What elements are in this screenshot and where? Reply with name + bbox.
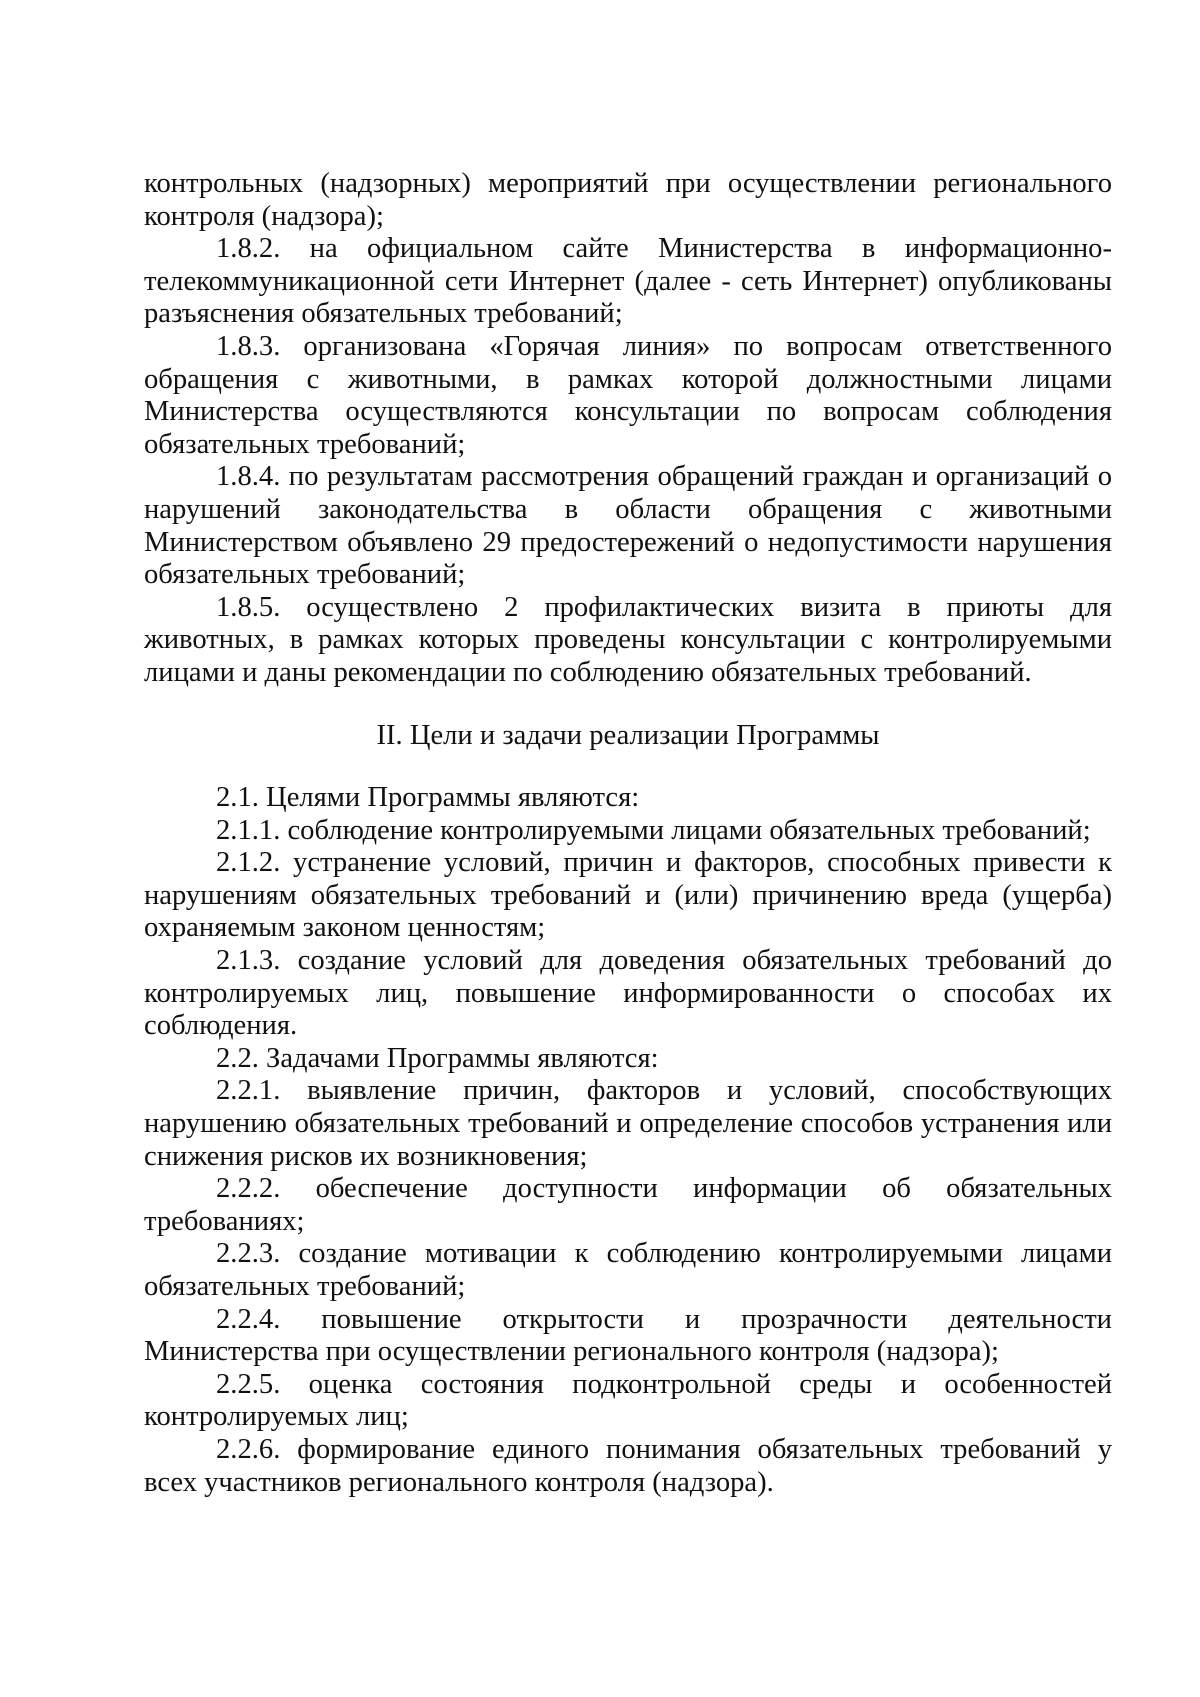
paragraph-2-2-4: 2.2.4. повышение открытости и прозрачности деятельности Министерства при осуществлении регионального контроля (надзора); (144, 1303, 1112, 1368)
paragraph-continuation: контрольных (надзорных) мероприятий при осуществлении регионального контроля (надзора); (144, 168, 1112, 232)
paragraph-2-1-1: 2.1.1. соблюдение контролируемыми лицами обязательных требований; (216, 814, 1091, 846)
paragraph-2-2-2: 2.2.2. обеспечение доступности информации об обязательных требованиях; (144, 1173, 1112, 1237)
paragraph-2-1-3: 2.1.3. создание условий для доведения обязательных требований до контролируемых лиц, повышение информированности о способах их соблюдения. (144, 945, 1112, 1042)
paragraph-2-2-5: 2.2.5. оценка состояния подконтрольной среды и особенностей контролируемых лиц; (144, 1368, 1112, 1433)
paragraph-2-1-2: 2.1.2. устранение условий, причин и факторов, способных привести к нарушениям обязательных требований и (или) причинению вреда (ущерба) охраняемым законом ценностям; (144, 847, 1112, 944)
paragraph-2-1: 2.1. Целями Программы являются: (216, 782, 640, 814)
paragraph-1-8-4: 1.8.4. по результатам рассмотрения обращений граждан и организаций о нарушений законодательства в области обращения с животными Министерством объявлено 29 предостережений о недопустимости нарушения обязательных требований; (144, 461, 1112, 591)
paragraph-1-8-5: 1.8.5. осуществлено 2 профилактических визита в приюты для животных, в рамках которых проведены консультации с контролируемыми лицами и даны рекомендации по соблюдению обязательных требований. (144, 591, 1112, 688)
section-heading: II. Цели и задачи реализации Программы (376, 719, 880, 751)
paragraph-2-2-1: 2.2.1. выявление причин, факторов и условий, способствующих нарушению обязательных требований и определение способов устранения или снижения рисков их возникновения; (144, 1075, 1112, 1172)
paragraph-2-2: 2.2. Задачами Программы являются: (216, 1042, 659, 1074)
document-page (144, 168, 1112, 1499)
paragraph-1-8-2: 1.8.2. на официальном сайте Министерства в информационно-телекоммуникационной сети Интернет (далее - сеть Интернет) опубликованы разъяснения обязательных требований; (144, 233, 1112, 330)
paragraph-1-8-3: 1.8.3. организована «Горячая линия» по вопросам ответственного обращения с животными, в рамках которой должностными лицами Министерства осуществляются консультации по вопросам соблюдения обязательных требований; (144, 330, 1112, 460)
paragraph-2-2-6: 2.2.6. формирование единого понимания обязательных требований у всех участников регионального контроля (надзора). (144, 1433, 1112, 1498)
paragraph-2-2-3: 2.2.3. создание мотивации к соблюдению контролируемыми лицами обязательных требований; (144, 1238, 1112, 1302)
